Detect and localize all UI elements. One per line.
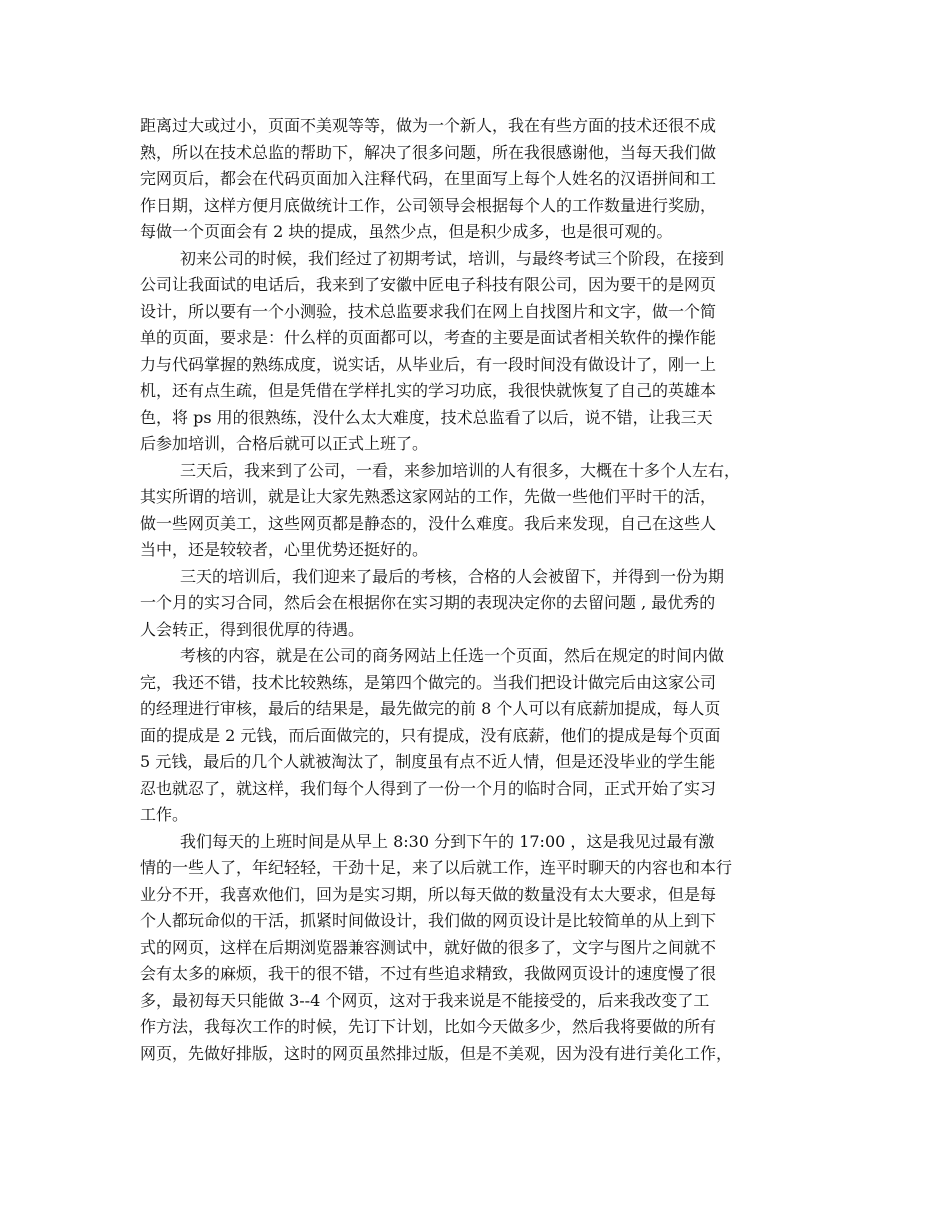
text-line: 情的一些人了，年纪轻轻，干劲十足，来了以后就工作，连平时聊天的内容也和本行 [140,858,733,877]
text-line: 式的网页，这样在后期浏览器兼容测试中，就好做的很多了，文字与图片之间就不 [140,937,717,957]
text-line: 单的页面，要求是：什么样的页面都可以，考查的主要是面试者相关软件的操作能 [140,328,717,347]
text-line: 一个月的实习合同，然后会在根据你在实习期的表现决定你的去留问题 , 最优秀的 [140,593,716,612]
paragraph-first-line: 我们每天的上班时间是从早上 8:30 分到下午的 17:00 ，这是我见过最有激 [180,831,715,851]
text-line: 业分不开，我喜欢他们，回为是实习期，所以每天做的数量没有太大要求，但是每 [140,884,717,904]
text-line: 完，我还不错，技术比较熟练，是第四个做完的。当我们把设计做完后由这家公司 [140,672,717,692]
text-line: 其实所谓的培训，就是让大家先熟悉这家网站的工作，先做一些他们平时干的活， [140,487,717,506]
text-line: 当中，还是较较者，心里优势还挺好的。 [140,540,429,559]
text-line: 作日期，这样方便月底做统计工作，公司领导会根据每个人的工作数量进行奖励， [140,195,717,215]
text-line: 面的提成是 2 元钱，而后面做完的，只有提成，没有底薪，他们的提成是每个页面 [140,725,721,745]
text-line: 工作。 [140,805,189,824]
text-line: 的经理进行审核，最后的结果是，最先做完的前 8 个人可以有底薪加提成，每人页 [140,699,721,718]
paragraph-first-line: 三天的培训后，我们迎来了最后的考核，合格的人会被留下，并得到一份为期 [180,566,725,586]
text-line: 忍也就忍了，就这样，我们每个人得到了一份一个月的临时合同，正式开始了实习 [140,778,717,798]
text-line: 5 元钱，最后的几个人就被淘汰了，制度虽有点不近人情，但是还没毕业的学生能 [140,752,716,771]
text-line: 距离过大或过小，页面不美观等等，做为一个新人，我在有些方面的技术还很不成 [140,116,717,135]
text-line: 公司让我面试的电话后，我来到了安徽中匠电子科技有限公司，因为要干的是网页 [140,275,717,294]
text-line: 作方法，我每次工作的时候，先订下计划，比如今天做多少，然后我将要做的所有 [140,1017,717,1036]
text-line: 多，最初每天只能做 3--4 个网页，这对于我来说是不能接受的，后来我改变了工 [140,990,710,1010]
text-line: 完网页后，都会在代码页面加入注释代码，在里面写上每个人姓名的汉语拼间和工 [140,169,717,188]
text-line: 人会转正，得到很优厚的待遇。 [140,619,365,639]
text-line: 熟，所以在技术总监的帮助下，解决了很多问题，所在我很感谢他，当每天我们做 [140,142,717,162]
text-line: 做一些网页美工，这些网页都是静态的，没什么难度。我后来发现，自己在这些人 [140,513,717,533]
text-line: 每做一个页面会有 2 块的提成，虽然少点，但是积少成多，也是很可观的。 [140,222,673,241]
body-text [140,113,800,1067]
text-line: 会有太多的麻烦，我干的很不错，不过有些追求精致，我做网页设计的速度慢了很 [140,964,717,983]
text-line: 网页，先做好排版，这时的网页虽然排过版，但是不美观，因为没有进行美化工作， [140,1043,733,1063]
text-line: 力与代码掌握的熟练成度，说实话，从毕业后，有一段时间没有做设计了，刚一上 [140,354,717,374]
paragraph-first-line: 三天后，我来到了公司，一看，来参加培训的人有很多，大概在十多个人左右， [180,460,741,480]
text-line: 设计，所以要有一个小测验，技术总监要求我们在网上自找图片和文字，做一个简 [140,301,717,321]
text-line: 后参加培训，合格后就可以正式上班了。 [140,434,429,453]
text-line: 机，还有点生疏，但是凭借在学样扎实的学习功底，我很快就恢复了自己的英雄本 [140,381,717,400]
text-line: 色，将 ps 用的很熟练，没什么太大难度，技术总监看了以后，说不错，让我三天 [140,407,713,427]
paragraph-first-line: 初来公司的时候，我们经过了初期考试，培训，与最终考试三个阶段，在接到 [180,248,725,268]
text-line: 个人都玩命似的干活，抓紧时间做设计，我们做的网页设计是比较简单的从上到下 [140,911,717,930]
paragraph-first-line: 考核的内容，就是在公司的商务网站上任选一个页面，然后在规定的时间内做 [180,646,725,665]
